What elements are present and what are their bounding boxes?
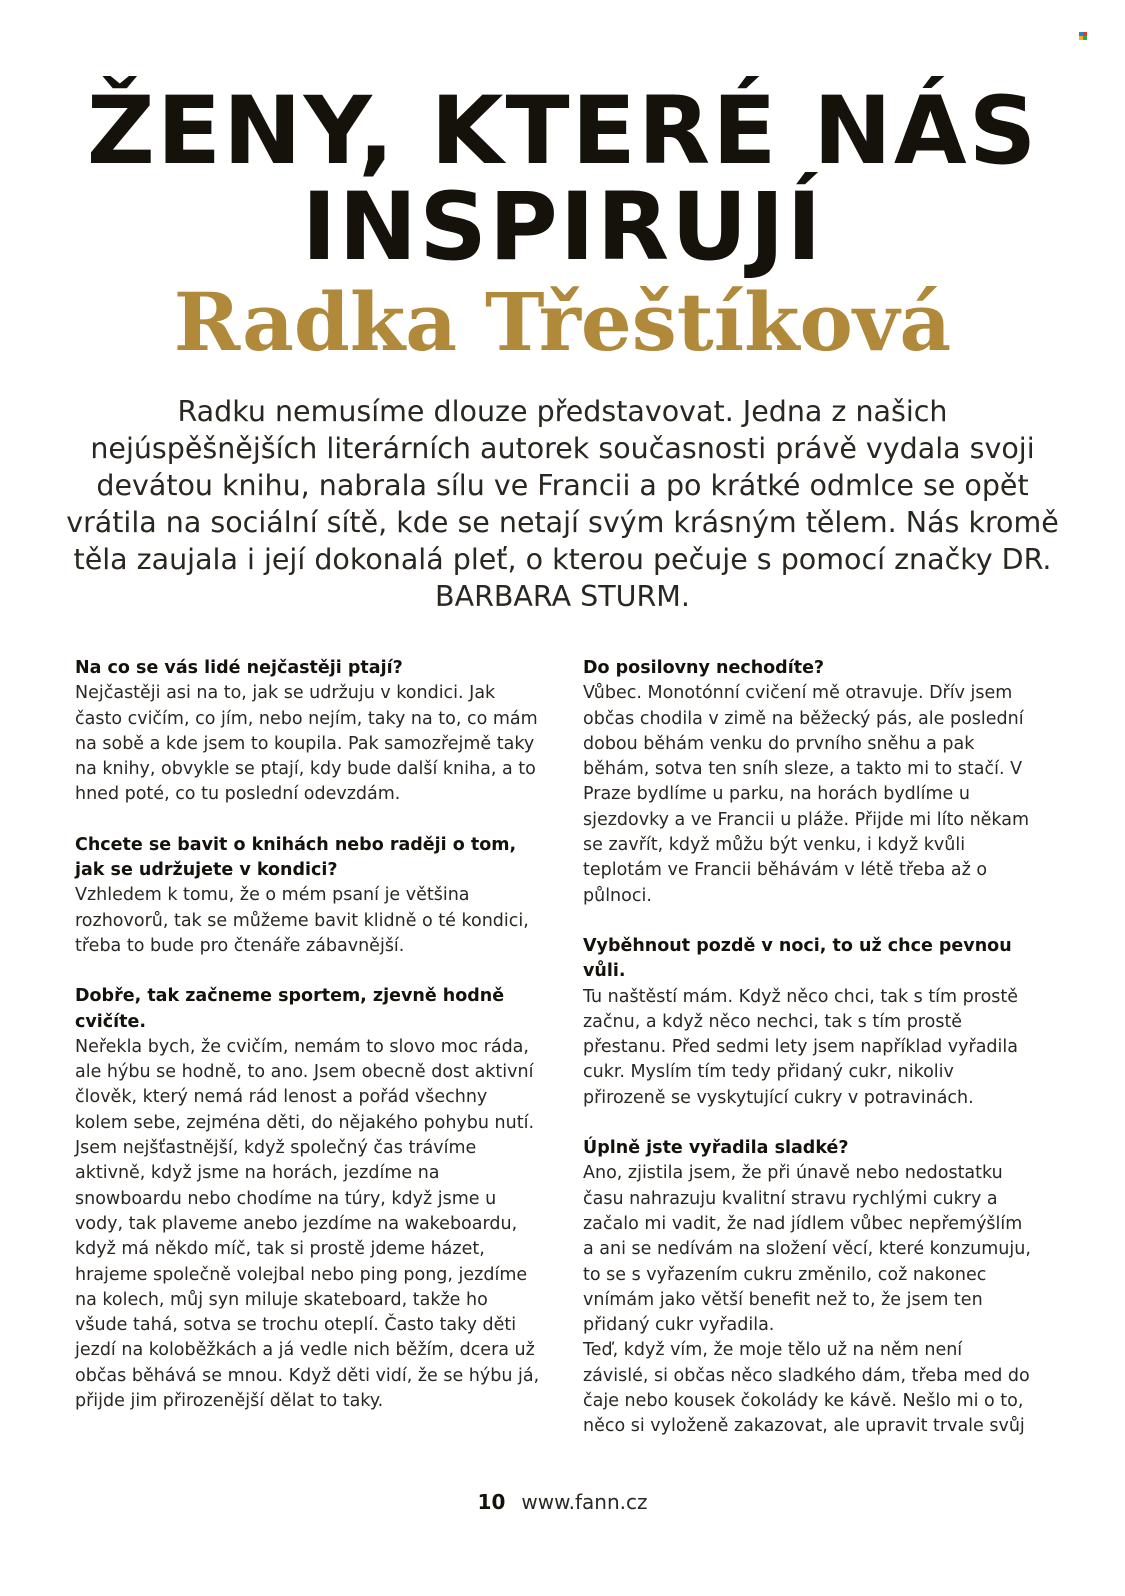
person-name: Radka Třeštíková	[173, 275, 952, 369]
question: Úplně jste vyřadila sladké?	[583, 1138, 849, 1159]
question: Vyběhnout pozdě v noci, to už chce pevnou vůli.	[583, 935, 1012, 982]
left-column	[75, 656, 545, 1414]
page-title-line2: INSPIRUJÍ	[301, 173, 824, 282]
page-number: 10	[477, 1490, 506, 1514]
question: Dobře, tak začneme sportem, zjevně hodně cvičíte.	[75, 986, 505, 1032]
corner-color-mark	[1079, 32, 1087, 40]
question: Do posilovny nechodíte?	[583, 658, 825, 678]
answer: Ano, zjistila jsem, že při únavě nebo nedostatku času nahrazuju kvalitní stravu rychlými cukry a začalo mi vadit, že nad jídlem vůbec nepřemýšlím a ani se nedívám na složení věcí, které konzumuju, to se s vyřazením cukru změnilo, což nakonec vnímám jako větší benefit než to, že jsem ten přidaný cukr vyřadila.	[583, 1163, 1031, 1336]
answer: Vzhledem k tomu, že o mém psaní je většina rozhovorů, tak se můžeme bavit klidně o té kondici, třeba to bude pro čtenáře zábavnější.	[75, 885, 529, 956]
answer: Nejčastěji asi na to, jak se udržuju v kondici. Jak často cvičím, co jím, nebo nejím, taky na to, co mám na sobě a kde jsem to koupila. Pak samozřejmě taky na knihy, obvykle se ptají, kdy bude další kniha, a to hned poté, co tu poslední odevzdám.	[75, 683, 538, 805]
answer: Neřekla bych, že cvičím, nemám to slovo moc ráda, ale hýbu se hodně, to ano. Jsem obecně dost aktivní člověk, který nemá rád lenost a pořád všechny kolem sebe, zejména děti, do nějakého pohybu nutí. Jsem nejšťastnější, když společný čas trávíme aktivně, když jsme na horách, jezdíme na snowboardu nebo chodíme na túry, když jsme u vody, tak plaveme anebo jezdíme na wakeboardu, když má někdo míč, tak si prostě jdeme házet, hrajeme společně volejbal nebo ping pong, jezdíme na kolech, můj syn miluje skateboard, takže ho všude tahá, sotva se trochu oteplí. Často taky děti jezdí na koloběžkách a já vedle nich běžím, dcera už občas běhává se mnou. Když děti vidí, že se hýbu já, přijde jim přirozenější dělat to taky.	[75, 1036, 540, 1412]
question: Na co se vás lidé nejčastěji ptají?	[75, 658, 403, 678]
answer-continued: Teď, když vím, že moje tělo už na něm není závislé, si občas něco sladkého dám, třeba med do čaje nebo kousek čokolády ke kávě. Nešlo mi o to, něco si vyloženě zakazovat, ale upravit trvale svůj	[583, 1340, 1030, 1437]
intro-paragraph: Radku nemusíme dlouze představovat. Jedna z našich nejúspěšnějších literárních autorek současnosti právě vydala svoji devátou knihu, nabrala sílu ve Francii a po krátké odmlce se opět vrátila na sociální sítě, kde se netají svým krásným tělem. Nás kromě těla zaujala i její dokonalá pleť, o kterou pečuje s pomocí značky DR. BARBARA STURM.	[66, 395, 1059, 613]
question: Chcete se bavit o knihách nebo raději o tom, jak se udržujete v kondici?	[75, 834, 517, 881]
right-column	[583, 656, 1033, 1440]
page-footer	[0, 1490, 1125, 1514]
page-title-line1: ŽENY, KTERÉ NÁS	[86, 77, 1039, 186]
answer: Vůbec. Monotónní cvičení mě otravuje. Dřív jsem občas chodila v zimě na běžecký pás, ale poslední dobou běhám venku do prvního sněhu a pak běhám, sotva ten sníh sleze, a takto mi to stačí. V Praze bydlíme u parku, na horách bydlíme u sjezdovky a ve Francii u pláže. Přijde mi líto někam se zavřít, když můžu být venku, i když kvůli teplotám ve Francii běhávám v létě třeba až o půlnoci.	[583, 683, 1030, 906]
answer: Tu naštěstí mám. Když něco chci, tak s tím prostě začnu, a když něco nechci, tak s tím prostě přestanu. Před sedmi lety jsem například vyřadila cukr. Myslím tím tedy přidaný cukr, nikoliv přirozeně se vyskytující cukry v potravinách.	[583, 986, 1019, 1108]
site-url: www.fann.cz	[521, 1490, 648, 1514]
